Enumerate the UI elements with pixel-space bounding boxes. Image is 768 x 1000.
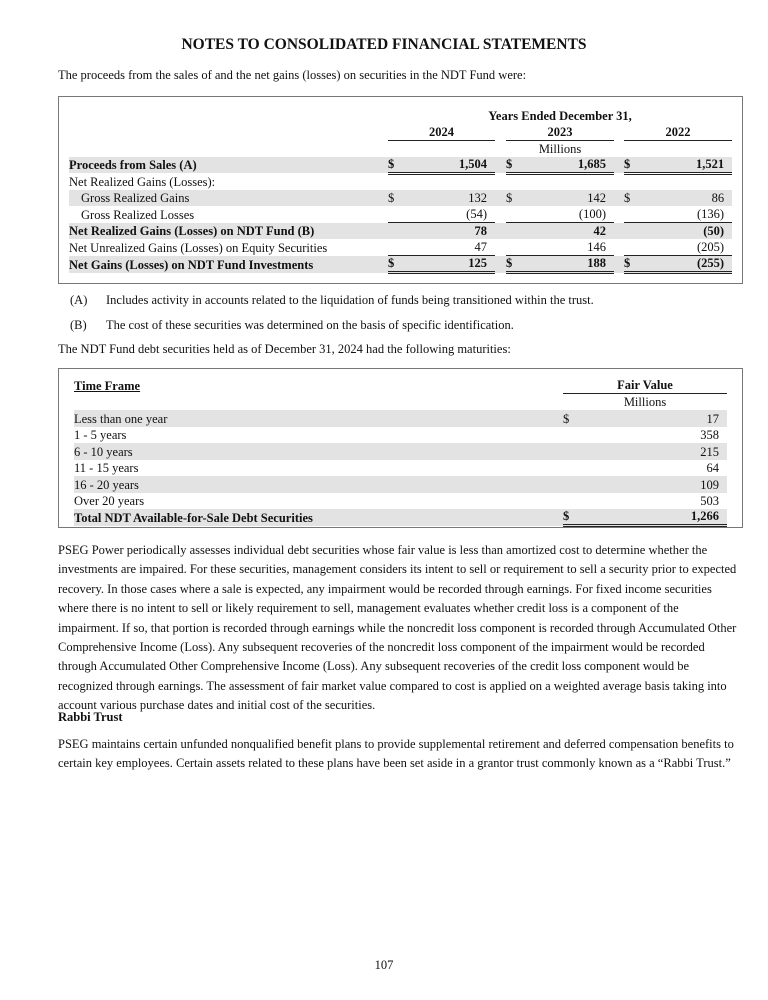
row-label: Gross Realized Gains <box>69 190 388 207</box>
dollar-sign: $ <box>563 411 570 426</box>
dollar-sign: $ <box>506 156 513 171</box>
year-header: 2024 <box>388 124 495 141</box>
row-label: Over 20 years <box>74 494 145 508</box>
rabbi-trust-paragraph: PSEG maintains certain unfunded nonqualified benefit plans to provide supplemental retirement and deferred compensation benefits to certain key employees. Certain assets related to these plans have been set aside in a grantor trust commonly known as a “Rabbi Trust.” <box>58 737 734 771</box>
cell-value: 358 <box>700 428 719 442</box>
cell-value: 188 <box>587 256 606 270</box>
year-header: 2022 <box>624 124 732 141</box>
dollar-sign: $ <box>506 256 513 270</box>
table-row <box>69 173 732 190</box>
table-row <box>74 476 727 493</box>
cell-value: 64 <box>706 461 719 475</box>
super-header: Years Ended December 31, <box>488 108 632 123</box>
ndt-proceeds-table <box>69 107 732 274</box>
row-label: 16 - 20 years <box>74 476 563 493</box>
cell-value: 1,266 <box>690 509 719 523</box>
table-row <box>74 443 727 460</box>
table-row <box>74 493 727 510</box>
cell-value: 1,685 <box>577 156 606 171</box>
dollar-sign: $ <box>506 191 513 205</box>
row-label: Net Realized Gains (Losses): <box>69 174 216 189</box>
cell-value: (50) <box>703 224 725 238</box>
row-label: Net Unrealized Gains (Losses) on Equity Securities <box>69 240 328 255</box>
cell-value: 47 <box>474 240 487 254</box>
cell-value: 1,504 <box>458 156 487 171</box>
table-row <box>74 460 727 477</box>
cell-value: 1,521 <box>695 156 725 171</box>
dollar-sign: $ <box>388 256 395 270</box>
dollar-sign: $ <box>563 509 570 523</box>
cell-value: 42 <box>593 224 606 238</box>
page-number: 107 <box>374 958 394 972</box>
year-header: 2023 <box>506 124 614 141</box>
dollar-sign: $ <box>624 156 631 171</box>
table-row <box>69 256 732 273</box>
row-label: Proceeds from Sales (A) <box>69 157 388 174</box>
table-row <box>69 190 732 207</box>
table-row <box>69 239 732 256</box>
dollar-sign: $ <box>388 191 395 205</box>
footnote-b: (B) The cost of these securities was determined on the basis of specific identification. <box>70 318 514 332</box>
row-label: Net Realized Gains (Losses) on NDT Fund (B) <box>69 223 388 240</box>
row-label: Net Gains (Losses) on NDT Fund Investments <box>69 256 388 273</box>
row-label: Less than one year <box>74 410 563 427</box>
maturities-table <box>74 377 727 527</box>
section-heading: Rabbi Trust <box>58 710 123 724</box>
row-label: Total NDT Available-for-Sale Debt Securities <box>74 509 563 526</box>
dollar-sign: $ <box>624 256 631 270</box>
table-row <box>69 206 732 223</box>
cell-value: 146 <box>587 240 606 254</box>
table-row <box>74 410 727 427</box>
row-label: Gross Realized Losses <box>81 207 195 222</box>
cell-value: 17 <box>706 411 719 426</box>
intro-text-2: The NDT Fund debt securities held as of December 31, 2024 had the following maturities: <box>58 342 511 356</box>
row-label: 6 - 10 years <box>74 443 563 460</box>
intro-text: The proceeds from the sales of and the net gains (losses) on securities in the NDT Fund were: <box>58 68 527 82</box>
units-label: Millions <box>623 395 667 409</box>
impairment-paragraph: PSEG Power periodically assesses individual debt securities whose fair value is less than amortized cost to determine whether the investments are impaired. For these securities, management considers its intent to sell or requirement to sell a security prior to expected recovery. In those cases where a sale is expected, any impairment would be recorded through earnings. For fixed income securities where there is no intent to sell or likely requirement to sell, management evaluates whether credit loss is a component of the impairment. If so, that portion is recorded through earnings while the noncredit loss component is recorded through Accumulated Other Comprehensive Income (Loss). Any subsequent recoveries of the noncredit loss component of the impairment would be recorded through Accumulated Other Comprehensive Income (Loss). Any subsequent recoveries of the credit loss component would be recognized through earnings. The assessment of fair market value compared to cost is applied on a weighted average basis taking into account various purchase dates and initial cost of the securities. <box>58 543 737 713</box>
table-row <box>69 223 732 240</box>
cell-value: 86 <box>711 191 725 205</box>
dollar-sign: $ <box>624 191 631 205</box>
cell-value: 132 <box>468 191 487 205</box>
dollar-sign: $ <box>388 156 395 171</box>
page-title: NOTES TO CONSOLIDATED FINANCIAL STATEMENTS <box>181 36 587 53</box>
row-label: 1 - 5 years <box>74 428 127 442</box>
time-frame-header: Time Frame <box>74 378 141 393</box>
cell-value: 142 <box>587 191 606 205</box>
cell-value: 109 <box>700 477 719 492</box>
cell-value: 215 <box>700 444 719 459</box>
cell-value: (255) <box>696 256 725 270</box>
table-row <box>74 427 727 444</box>
cell-value: (205) <box>696 240 725 254</box>
cell-value: 125 <box>468 256 487 270</box>
footnote-a: (A) Includes activity in accounts related to the liquidation of funds being transitioned within the trust. <box>70 293 594 307</box>
cell-value: (54) <box>466 207 487 221</box>
table-row <box>74 509 727 526</box>
units-label: Millions <box>538 141 582 156</box>
fair-value-header: Fair Value <box>563 377 727 394</box>
table-row <box>69 157 732 174</box>
cell-value: 78 <box>474 224 487 238</box>
cell-value: 503 <box>700 494 719 508</box>
cell-value: (136) <box>696 207 725 221</box>
cell-value: (100) <box>578 207 606 221</box>
row-label: 11 - 15 years <box>74 461 139 475</box>
